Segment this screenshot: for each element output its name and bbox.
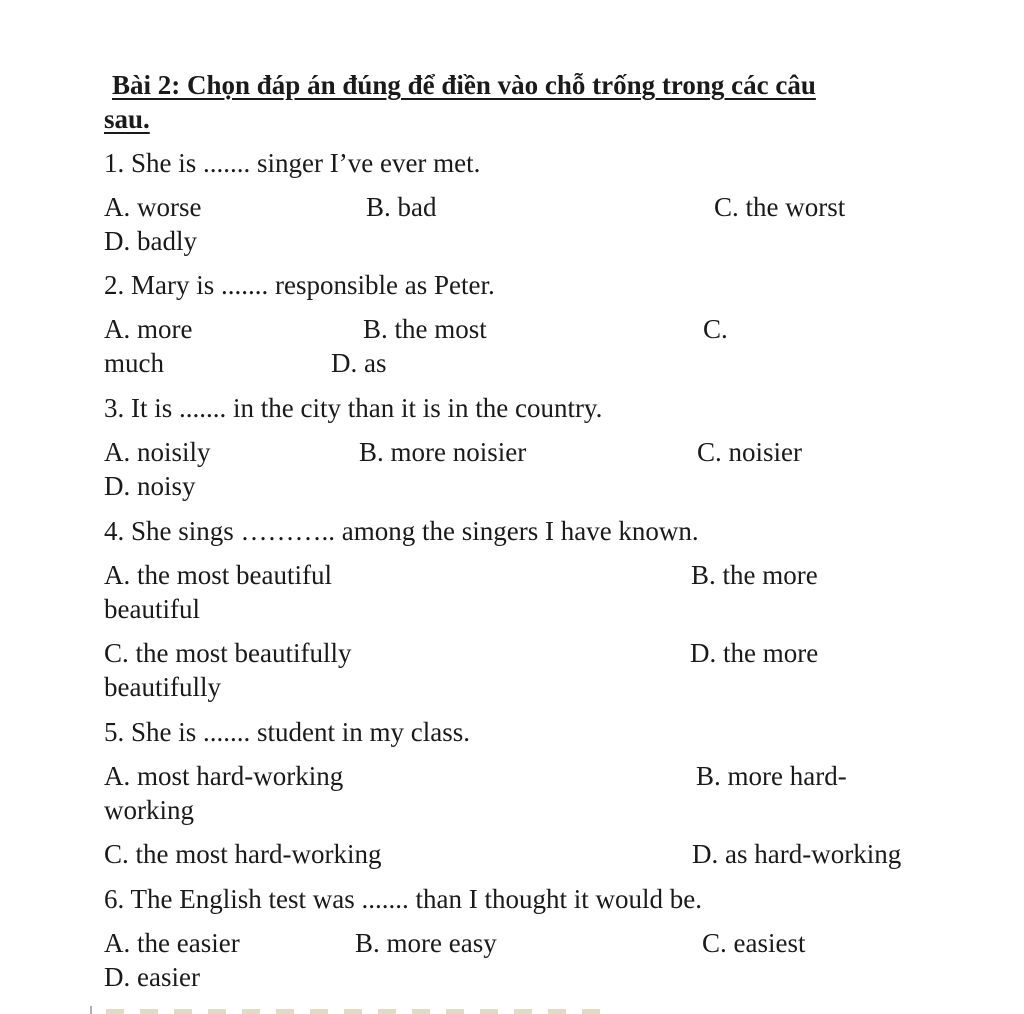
exercise-title: Bài 2: Chọn đáp án đúng để điền vào chỗ trống trong các câu [112,70,816,100]
question-6-option-c: C. easiest [702,928,806,958]
question-4-option-d-continued: beautifully [104,672,221,702]
question-1-option-d: D. badly [104,226,197,256]
question-4-option-c: C. the most beautifully [104,638,352,668]
question-2-option-d: D. as [331,348,387,378]
question-3-stem: 3. It is ....... in the city than it is in the country. [104,393,603,423]
cropped-text-fragment [106,1009,606,1014]
question-2-option-b: B. the most [363,314,487,344]
question-5-stem: 5. She is ....... student in my class. [104,717,470,747]
margin-mark [90,1006,92,1014]
question-1-stem: 1. She is ....... singer I’ve ever met. [104,148,481,178]
question-2-stem: 2. Mary is ....... responsible as Peter. [104,270,495,300]
question-4-stem: 4. She sings ……….. among the singers I have known. [104,516,699,546]
question-5-option-d: D. as hard-working [692,839,902,869]
question-3-option-c: C. noisier [697,437,802,467]
exercise-title-continued: sau. [104,104,150,134]
cropped-next-line [90,1000,610,1014]
question-6-stem: 6. The English test was ....... than I thought it would be. [104,884,702,914]
question-5-option-c: C. the most hard-working [104,839,382,869]
question-3-option-d: D. noisy [104,471,196,501]
question-3-option-b: B. more noisier [359,437,527,467]
question-5-option-b: B. more hard- [696,761,847,791]
question-4-option-b: B. the more [691,560,818,590]
question-4-option-b-continued: beautiful [104,594,200,624]
question-6-option-b: B. more easy [355,928,497,958]
question-5-option-b-continued: working [104,795,194,825]
question-2-option-a: A. more [104,314,193,344]
question-6-option-d: D. easier [104,962,200,992]
question-4-option-a: A. the most beautiful [104,560,332,590]
question-2-option-c: C. [703,314,728,344]
question-1-option-b: B. bad [366,192,437,222]
question-5-option-a: A. most hard-working [104,761,344,791]
question-1-option-a: A. worse [104,192,202,222]
question-4-option-d: D. the more [690,638,819,668]
question-3-option-a: A. noisily [104,437,211,467]
question-2-option-c-text: much [104,348,164,378]
question-6-option-a: A. the easier [104,928,240,958]
question-1-option-c: C. the worst [714,192,846,222]
